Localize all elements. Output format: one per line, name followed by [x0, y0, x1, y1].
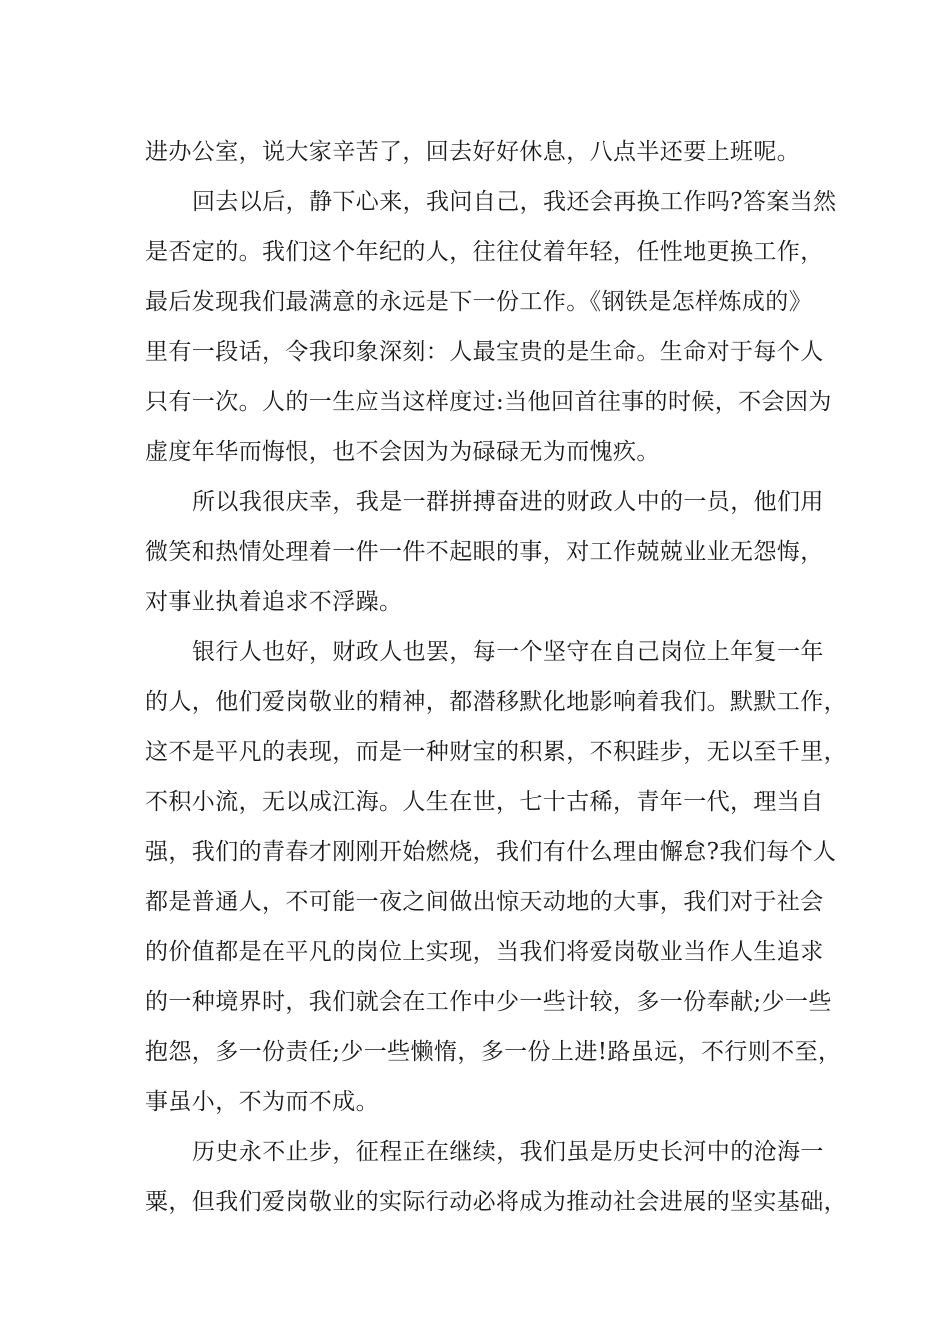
text-line: 是否定的。我们这个年纪的人，往往仗着年轻，任性地更换工作， [145, 239, 824, 265]
paragraph-first-line: 银行人也好，财政人也罢，每一个坚守在自己岗位上年复一年 [192, 639, 824, 665]
paragraph-first-line: 历史永不止步，征程正在继续，我们虽是历史长河中的沧海一 [192, 1139, 824, 1165]
text-line: 的人，他们爱岗敬业的精神，都潜移默化地影响着我们。默默工作， [145, 689, 847, 715]
text-line: 对事业执着追求不浮躁。 [145, 589, 403, 615]
text-line: 里有一段话，令我印象深刻：人最宝贵的是生命。生命对于每个人 [145, 339, 824, 365]
paragraph-first-line: 回去以后，静下心来，我问自己，我还会再换工作吗?答案当然 [192, 189, 837, 215]
text-line: 虚度年华而悔恨，也不会因为为碌碌无为而愧疚。 [145, 439, 660, 465]
paragraph-first-line: 所以我很庆幸，我是一群拼搏奋进的财政人中的一员，他们用 [192, 489, 824, 515]
text-line: 抱怨，多一份责任;少一些懒惰，多一份上进!路虽远，不行则不至， [145, 1039, 842, 1065]
text-line: 最后发现我们最满意的永远是下一份工作。《钢铁是怎样炼成的》 [145, 289, 813, 315]
text-line: 微笑和热情处理着一件一件不起眼的事，对工作兢兢业业无怨悔， [145, 539, 824, 565]
text-line: 事虽小，不为而不成。 [145, 1089, 379, 1115]
text-line: 这不是平凡的表现，而是一种财宝的积累，不积跬步，无以至千里， [145, 739, 847, 765]
text-line: 都是普通人，不可能一夜之间做出惊天动地的大事，我们对于社会 [145, 889, 824, 915]
text-line: 进办公室，说大家辛苦了，回去好好休息，八点半还要上班呢。 [145, 139, 801, 165]
text-line: 强，我们的青春才刚刚开始燃烧，我们有什么理由懈怠?我们每个人 [145, 839, 837, 865]
text-line: 不积小流，无以成江海。人生在世，七十古稀，青年一代，理当自 [145, 789, 824, 815]
text-line: 粟，但我们爱岗敬业的实际行动必将成为推动社会进展的坚实基础， [145, 1189, 847, 1215]
text-line: 的价值都是在平凡的岗位上实现，当我们将爱岗敬业当作人生追求 [145, 939, 824, 965]
text-line: 的一种境界时，我们就会在工作中少一些计较，多一份奉献;少一些 [145, 989, 832, 1015]
text-line: 只有一次。人的一生应当这样度过:当他回首往事的时候，不会因为 [145, 389, 832, 415]
